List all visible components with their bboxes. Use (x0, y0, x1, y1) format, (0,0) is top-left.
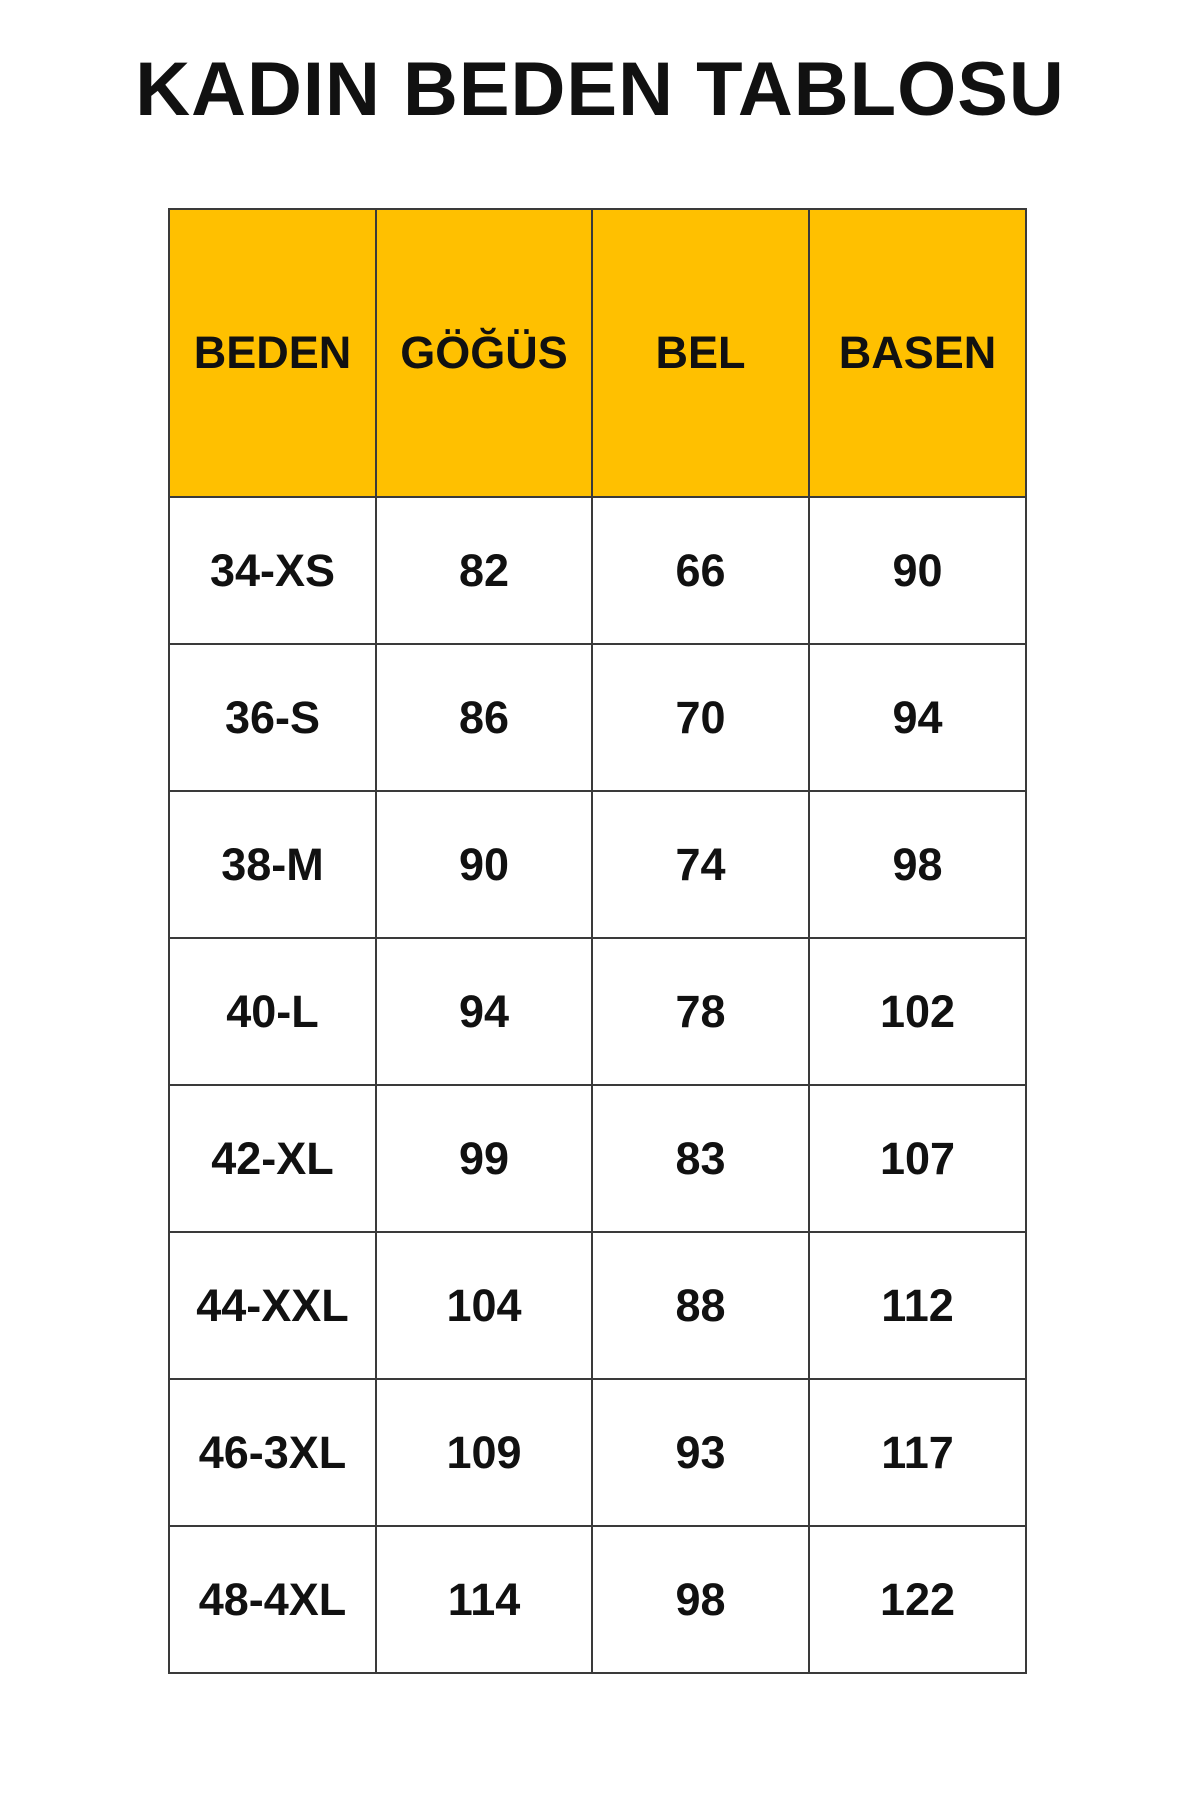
cell-bel: 70 (592, 644, 809, 791)
cell-beden: 38-M (169, 791, 376, 938)
cell-basen: 122 (809, 1526, 1026, 1673)
cell-basen: 98 (809, 791, 1026, 938)
table-row (169, 1232, 1026, 1379)
table-row (169, 1379, 1026, 1526)
cell-gogus: 94 (376, 938, 592, 1085)
cell-basen: 90 (809, 497, 1026, 644)
cell-basen: 112 (809, 1232, 1026, 1379)
table-row (169, 644, 1026, 791)
cell-bel: 78 (592, 938, 809, 1085)
header-gogus: GÖĞÜS (376, 209, 592, 497)
cell-gogus: 109 (376, 1379, 592, 1526)
cell-gogus: 86 (376, 644, 592, 791)
cell-bel: 83 (592, 1085, 809, 1232)
table-row (169, 497, 1026, 644)
cell-basen: 102 (809, 938, 1026, 1085)
page-title: KADIN BEDEN TABLOSU (135, 47, 1065, 132)
cell-beden: 44-XXL (169, 1232, 376, 1379)
cell-gogus: 114 (376, 1526, 592, 1673)
cell-beden: 48-4XL (169, 1526, 376, 1673)
cell-basen: 107 (809, 1085, 1026, 1232)
cell-beden: 40-L (169, 938, 376, 1085)
size-chart-table (168, 208, 1027, 1674)
cell-basen: 94 (809, 644, 1026, 791)
table-row (169, 1526, 1026, 1673)
cell-beden: 34-XS (169, 497, 376, 644)
cell-bel: 93 (592, 1379, 809, 1526)
cell-basen: 117 (809, 1379, 1026, 1526)
header-basen: BASEN (809, 209, 1026, 497)
table-header-row (169, 209, 1026, 497)
cell-gogus: 82 (376, 497, 592, 644)
cell-beden: 42-XL (169, 1085, 376, 1232)
cell-bel: 88 (592, 1232, 809, 1379)
cell-gogus: 104 (376, 1232, 592, 1379)
cell-gogus: 99 (376, 1085, 592, 1232)
header-bel: BEL (592, 209, 809, 497)
table-row (169, 791, 1026, 938)
header-beden: BEDEN (169, 209, 376, 497)
cell-beden: 46-3XL (169, 1379, 376, 1526)
cell-gogus: 90 (376, 791, 592, 938)
cell-bel: 66 (592, 497, 809, 644)
cell-beden: 36-S (169, 644, 376, 791)
table-row (169, 938, 1026, 1085)
cell-bel: 74 (592, 791, 809, 938)
table-row (169, 1085, 1026, 1232)
cell-bel: 98 (592, 1526, 809, 1673)
